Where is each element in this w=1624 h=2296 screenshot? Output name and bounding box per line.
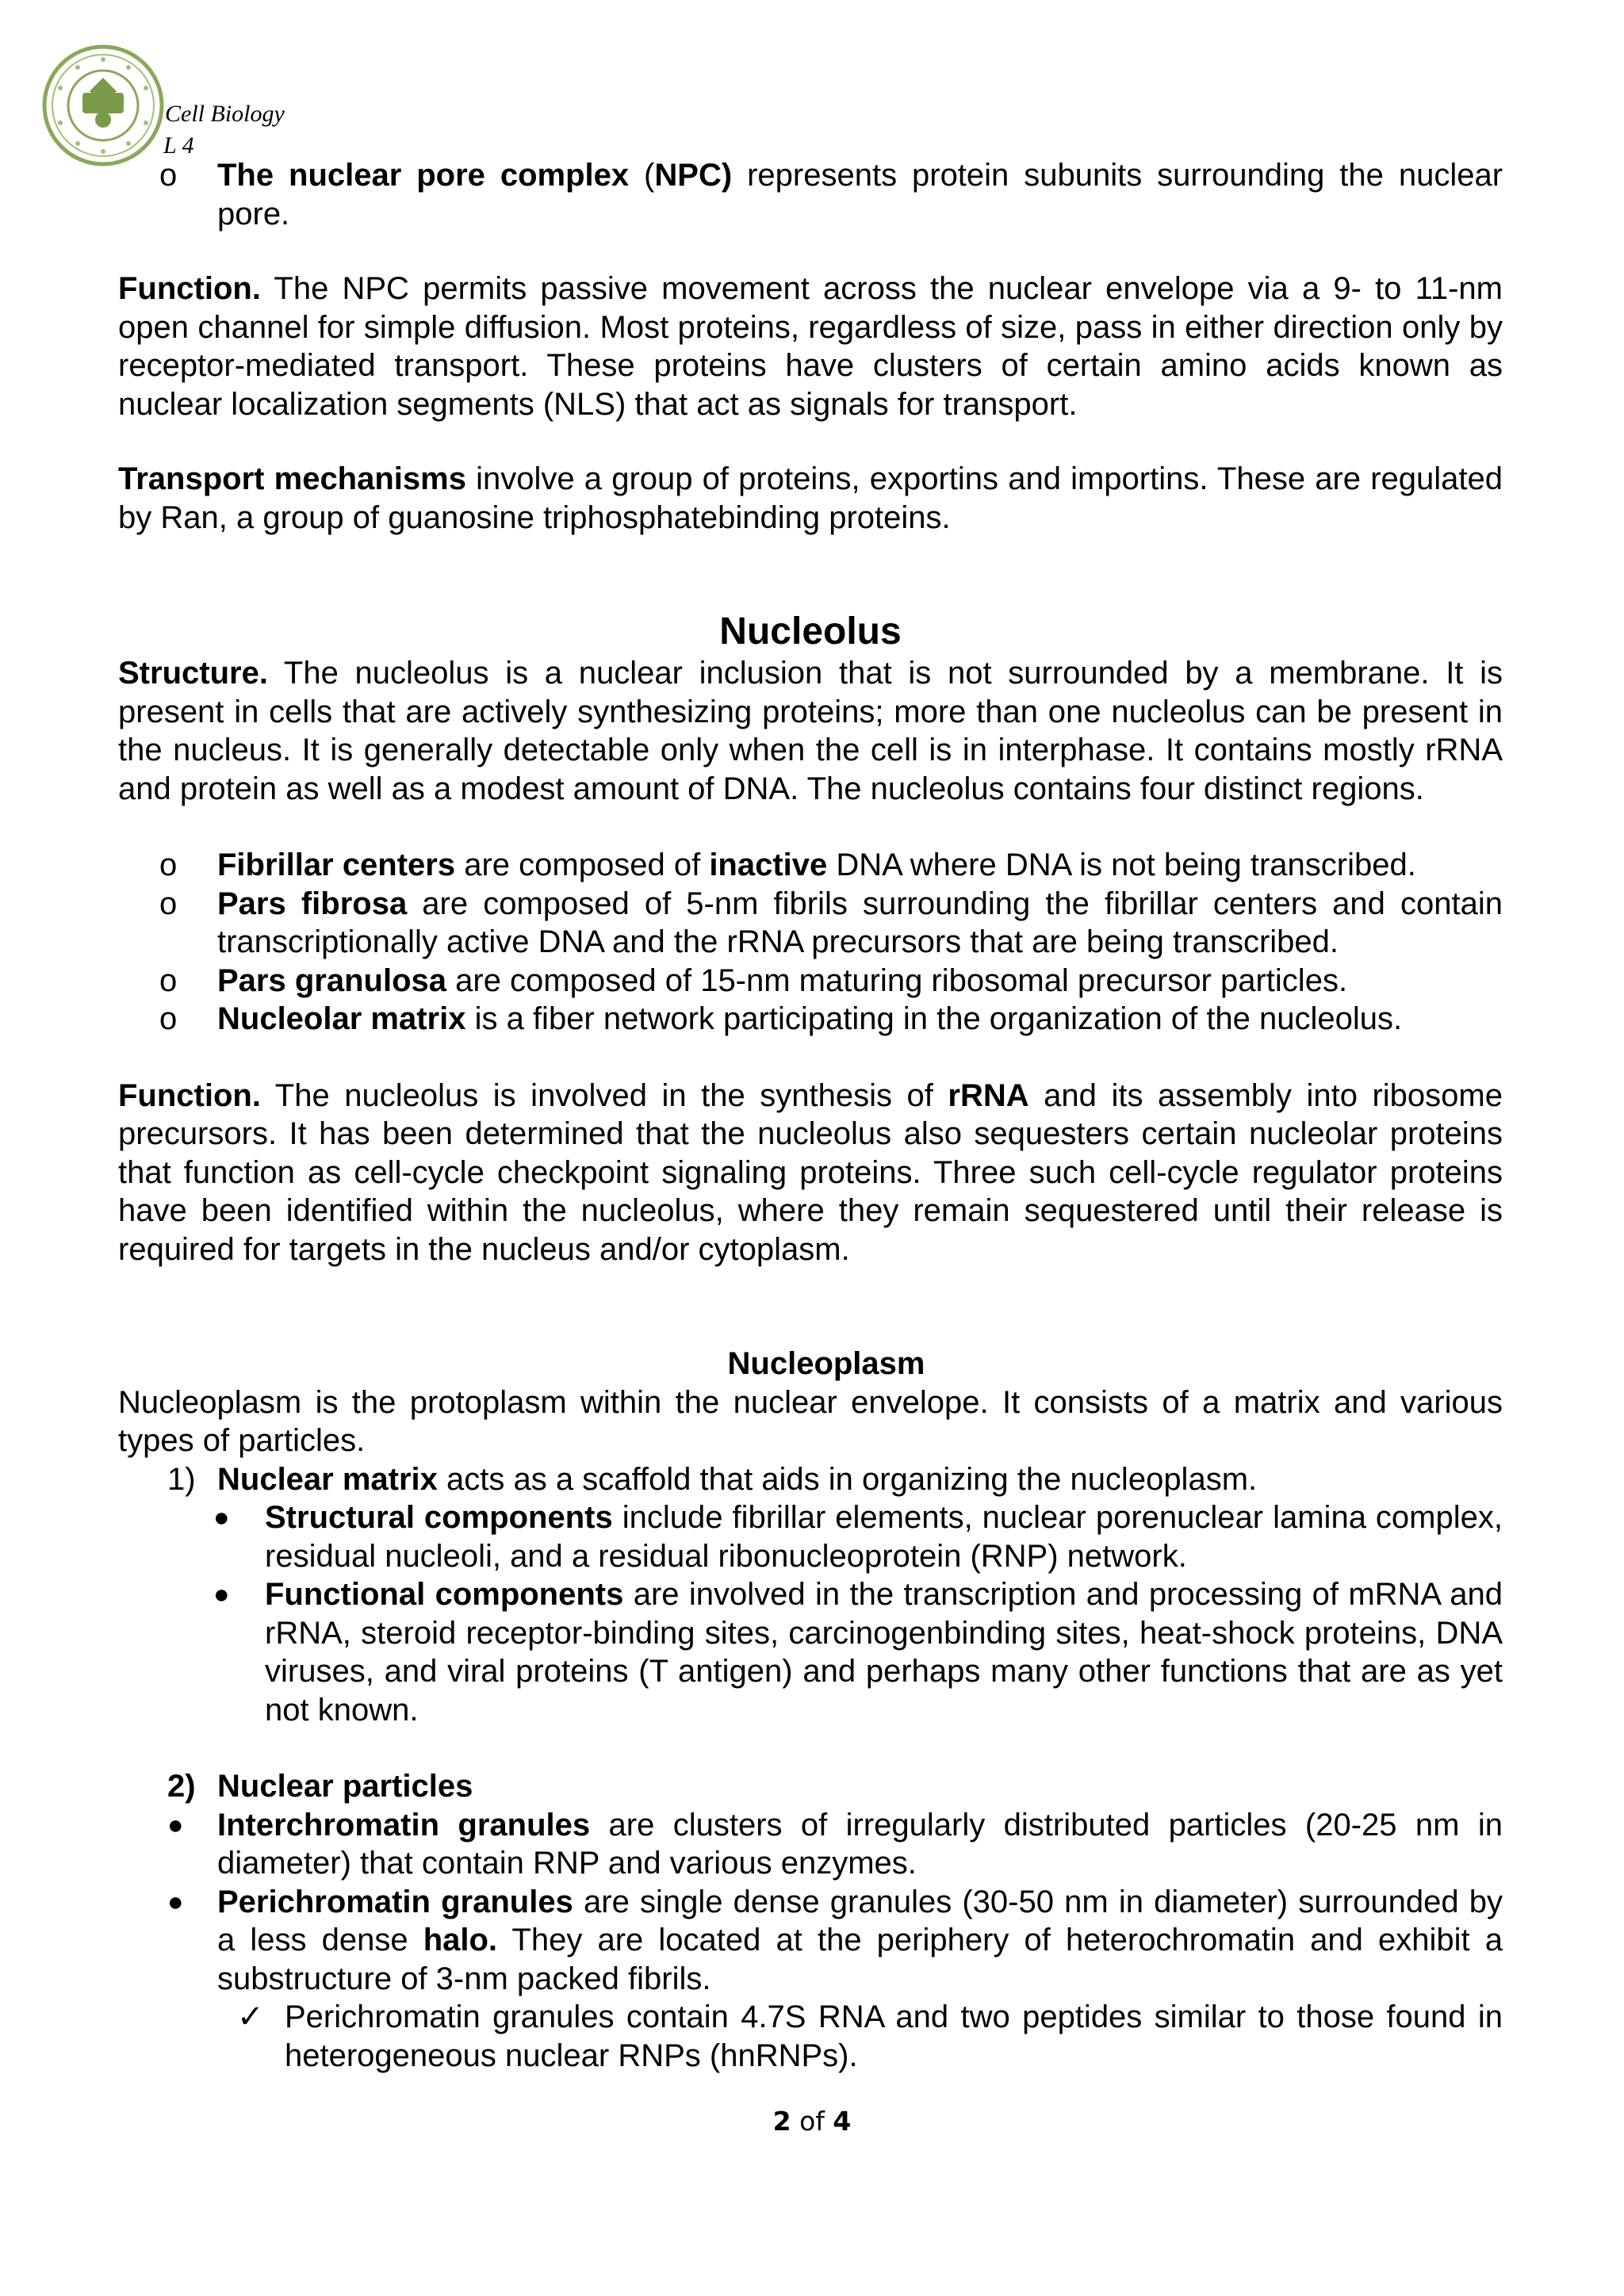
nuclear-particles-item: 2) Nuclear particles <box>167 1769 473 1804</box>
nucleoplasm-heading: Nucleoplasm <box>727 1346 925 1381</box>
functional-components-item: ● Functional components are involved in the transcription and processing of mRNA and rRNA, steroid receptor-binding sites, carcinogenbinding sites, heat-shock proteins, DNA viruses, and viral proteins (T antigen) and perhaps many other functions that are as yet not known. <box>213 1577 1503 1728</box>
bullet-dot: ● <box>167 1886 184 1917</box>
region-fibrillar-centers: o Fibrillar centers are composed of inactive DNA where DNA is not being transcribed. <box>159 848 1416 882</box>
nuclear-matrix-item: 1) Nuclear matrix acts as a scaffold that aids in organizing the nucleoplasm. <box>167 1461 1258 1497</box>
checkmark-icon: ✓ <box>237 1999 264 2034</box>
lecture-number: L 4 <box>163 132 194 159</box>
nucleoplasm-intro: Nucleoplasm is the protoplasm within the nuclear envelope. It consists of a matrix and various types of particles. <box>118 1384 1503 1458</box>
bullet-marker: o <box>159 158 178 193</box>
npc-function-paragraph: Function. The NPC permits passive movement across the nuclear envelope via a 9- to 11-nm open channel for simple diffusion. Most proteins, regardless of size, pass in either direction only by receptor-mediated transport. These proteins have clusters of certain amino acids known as nuclear localization segments (NLS) that act as signals for transport. <box>118 271 1503 422</box>
npc-bullet: o The nuclear pore complex (NPC) represents protein subunits surrounding the nuclear pore. <box>159 158 1503 232</box>
perichromatin-check-item: ✓ Perichromatin granules contain 4.7S RNA and two peptides similar to those found in heterogeneous nuclear RNPs (hnRNPs). <box>237 1999 1503 2073</box>
page-number: 2 of 4 <box>772 2106 852 2137</box>
course-title: Cell Biology <box>165 101 285 127</box>
bullet-dot: ● <box>213 1502 230 1533</box>
bullet-dot: ● <box>213 1579 230 1609</box>
structural-components-item: ● Structural components include fibrillar elements, nuclear porenuclear lamina complex, residual nucleoli, and a residual ribonucleoprotein (RNP) network. <box>213 1500 1503 1574</box>
perichromatin-granules-item: ● Perichromatin granules are single dense granules (30-50 nm in diameter) surrounded by a less dense halo. They are located at the periphery of heterochromatin and exhibit a substructure of 3-nm packed fibrils. <box>167 1884 1503 1996</box>
nucleolus-structure-paragraph: Structure. The nucleolus is a nuclear inclusion that is not surrounded by a membrane. It is present in cells that are actively synthesizing proteins; more than one nucleolus can be present in the nucleus. It is generally detectable only when the cell is in interphase. It contains mostly rRNA and protein as well as a modest amount of DNA. The nucleolus contains four distinct regions. <box>118 656 1503 806</box>
region-pars-granulosa: o Pars granulosa are composed of 15-nm maturing ribosomal precursor particles. <box>159 962 1348 998</box>
nucleolus-heading: Nucleolus <box>719 610 902 652</box>
region-nucleolar-matrix: o Nucleolar matrix is a fiber network participating in the organization of the nucleolus. <box>159 1001 1403 1036</box>
course-header <box>165 98 285 162</box>
nucleolus-function-paragraph: Function. The nucleolus is involved in the synthesis of rRNA and its assembly into ribosome precursors. It has been determined that the nucleolus also sequesters certain nucleolar proteins that function as cell-cycle checkpoint signaling proteins. Three such cell-cycle regulator proteins have been identified within the nucleolus, where they remain sequestered until their release is required for targets in the nucleus and/or cytoplasm. <box>118 1077 1503 1267</box>
transport-paragraph: Transport mechanisms involve a group of proteins, exportins and importins. These are regulated by Ran, a group of guanosine triphosphatebinding proteins. <box>118 461 1503 535</box>
region-pars-fibrosa: o Pars fibrosa are composed of 5-nm fibrils surrounding the fibrillar centers and contain transcriptionally active DNA and the rRNA precursors that are being transcribed. <box>159 886 1503 959</box>
university-logo <box>41 44 165 167</box>
bullet-dot: ● <box>167 1809 184 1840</box>
interchromatin-granules-item: ● Interchromatin granules are clusters of irregularly distributed particles (20-25 nm in diameter) that contain RNP and various enzymes. <box>167 1807 1503 1881</box>
page-content <box>118 156 1503 2075</box>
